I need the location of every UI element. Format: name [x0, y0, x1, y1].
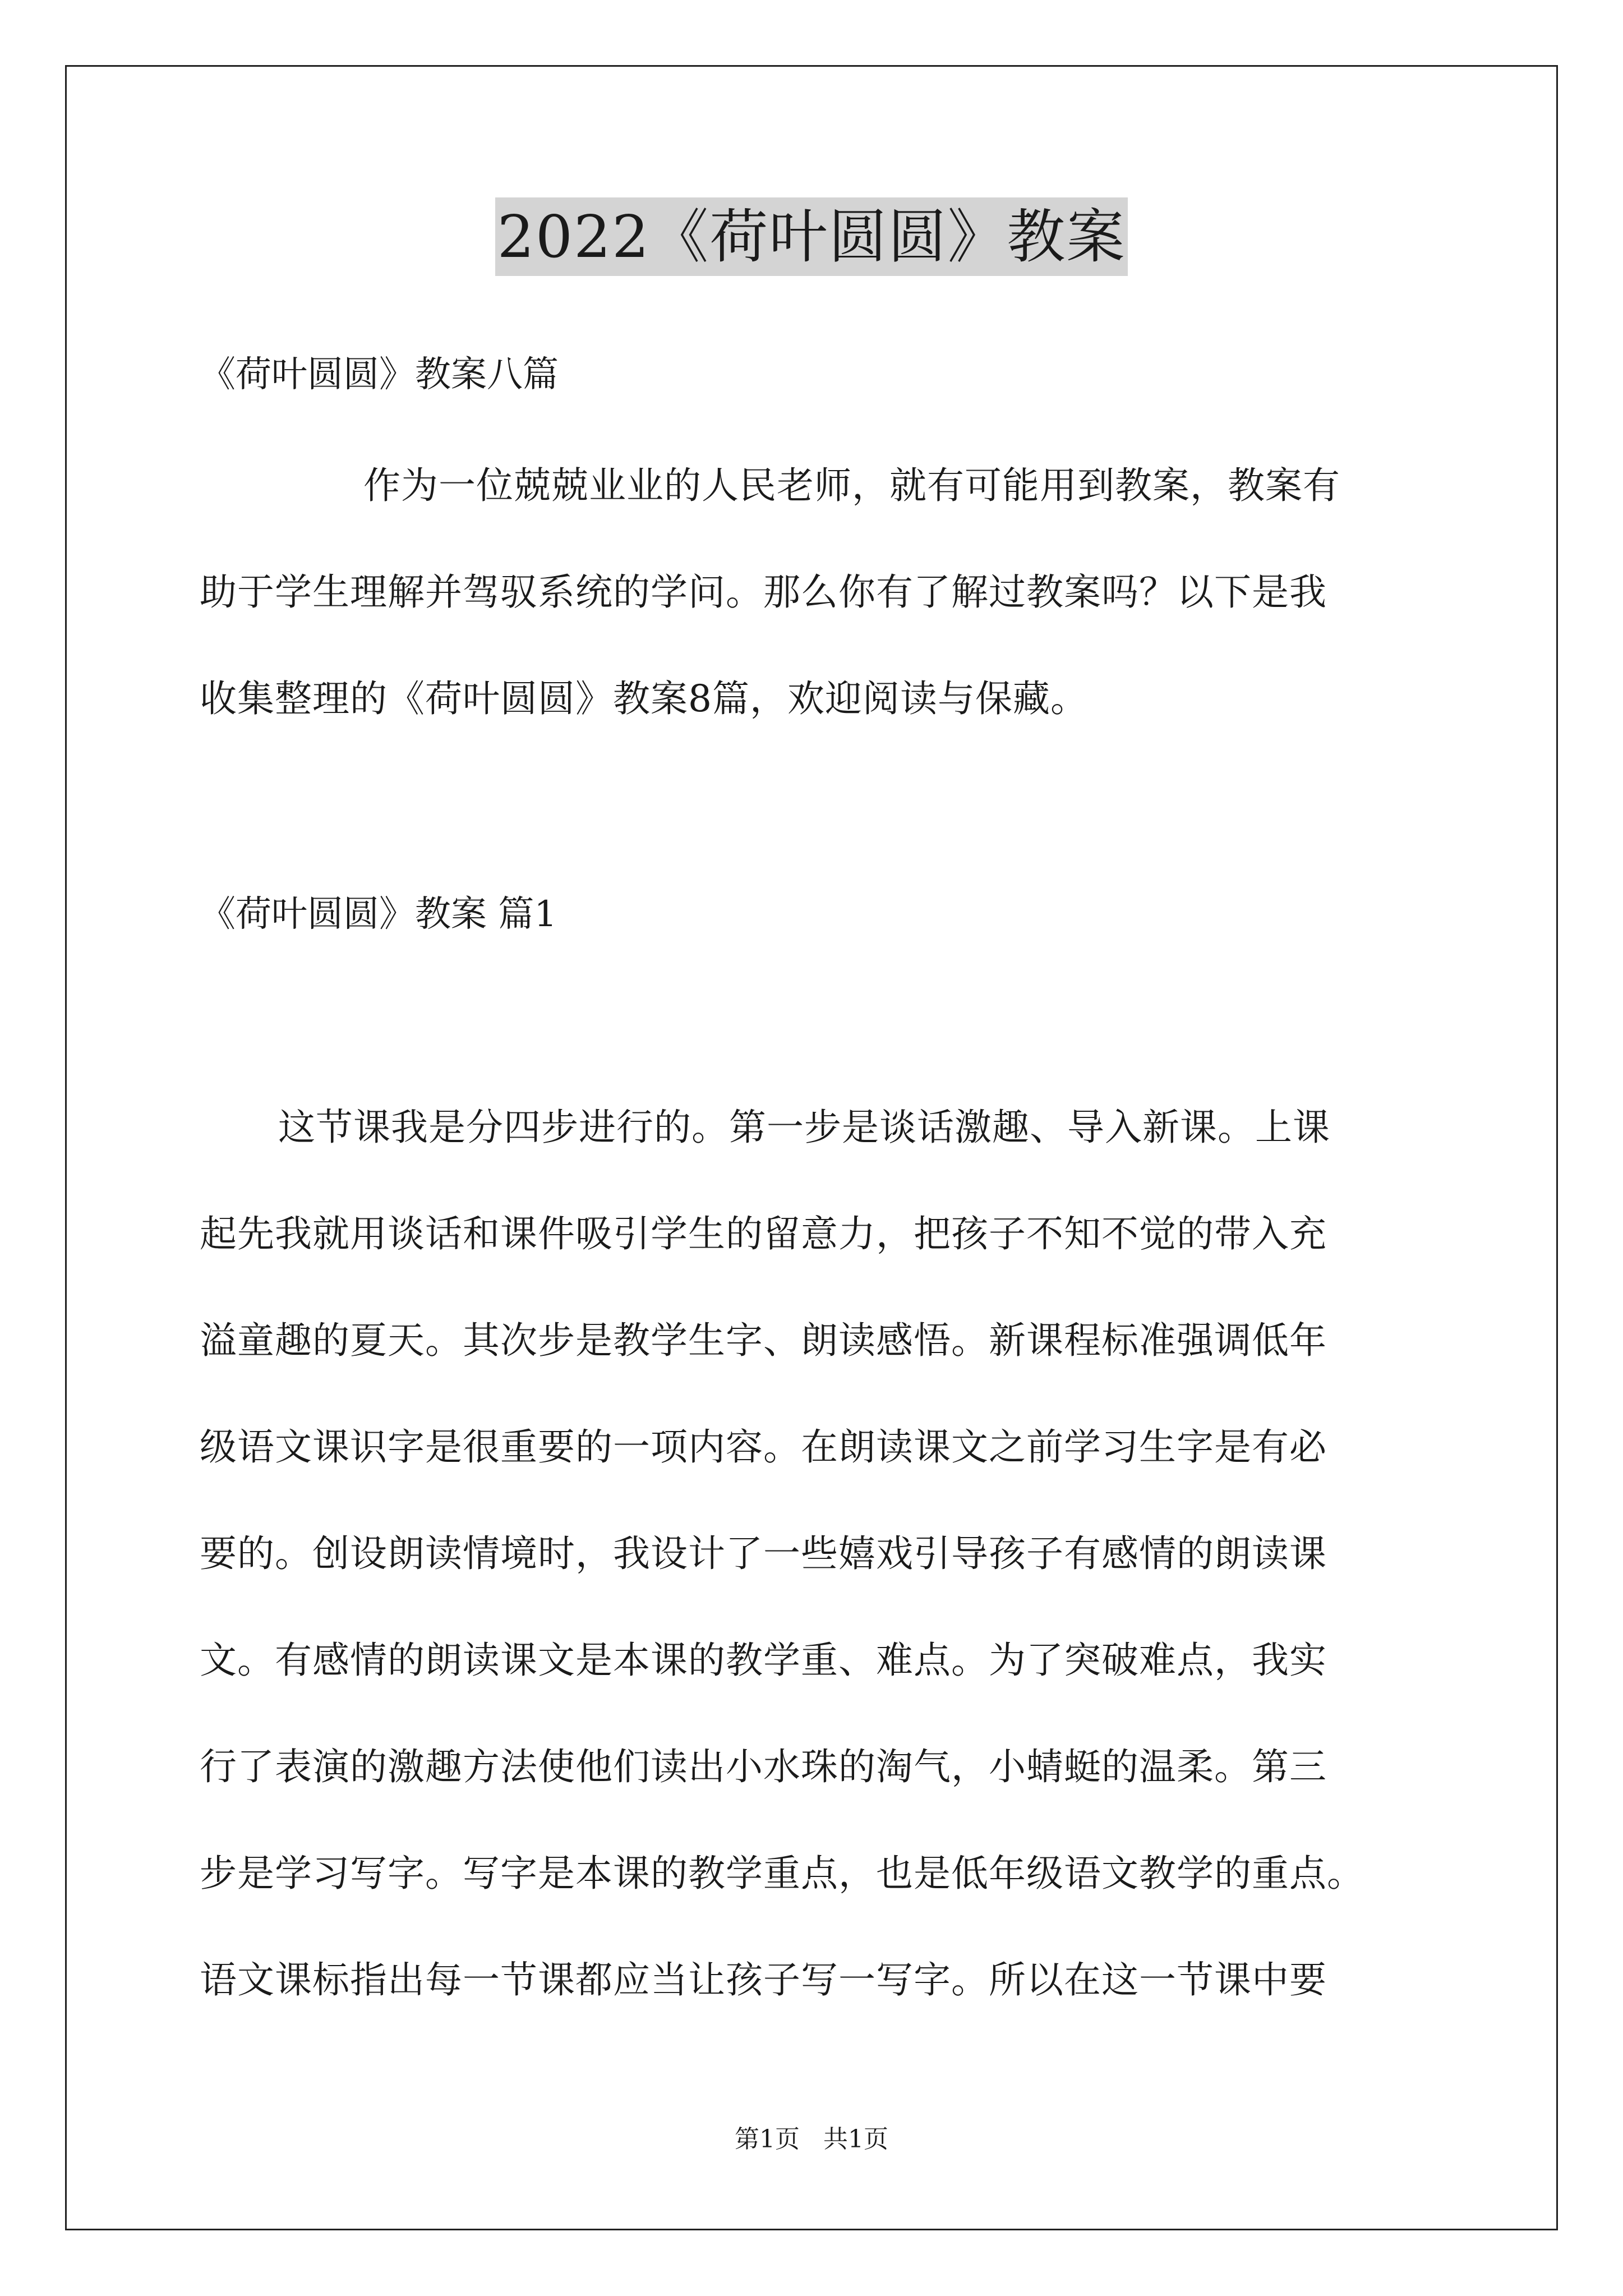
title-container	[0, 197, 1623, 276]
document-subtitle: 《荷叶圆圆》教案八篇	[200, 354, 559, 395]
body-line-2: 起先我就用谈话和课件吸引学生的留意力，把孩子不知不觉的带入充	[200, 1212, 1327, 1255]
document-title: 2022《荷叶圆圆》教案	[495, 197, 1128, 276]
body-line-4: 级语文课识字是很重要的一项内容。在朗读课文之前学习生字是有必	[200, 1425, 1327, 1469]
body-line-9: 语文课标指出每一节课都应当让孩子写一写字。所以在这一节课中要	[200, 1958, 1327, 2001]
intro-line-3: 收集整理的《荷叶圆圆》教案8篇，欢迎阅读与保藏。	[200, 677, 1088, 720]
page-footer: 第1页 共1页	[735, 2125, 888, 2154]
body-line-5: 要的。创设朗读情境时，我设计了一些嬉戏引导孩子有感情的朗读课	[200, 1532, 1327, 1575]
body-line-8: 步是学习写字。写字是本课的教学重点，也是低年级语文教学的重点。	[200, 1852, 1364, 1895]
body-line-3: 溢童趣的夏天。其次步是教学生字、朗读感悟。新课程标准强调低年	[200, 1319, 1327, 1362]
body-line-7: 行了表演的激趣方法使他们读出小水珠的淘气，小蜻蜓的温柔。第三	[200, 1745, 1327, 1788]
body-line-1: 这节课我是分四步进行的。第一步是谈话激趣、导入新课。上课	[278, 1106, 1330, 1149]
section-heading: 《荷叶圆圆》教案 篇1	[200, 894, 557, 935]
intro-line-2: 助于学生理解并驾驭系统的学问。那么你有了解过教案吗？以下是我	[200, 570, 1327, 614]
body-line-6: 文。有感情的朗读课文是本课的教学重、难点。为了突破难点，我实	[200, 1639, 1327, 1682]
intro-line-1: 作为一位兢兢业业的人民老师，就有可能用到教案，教案有	[363, 464, 1340, 507]
